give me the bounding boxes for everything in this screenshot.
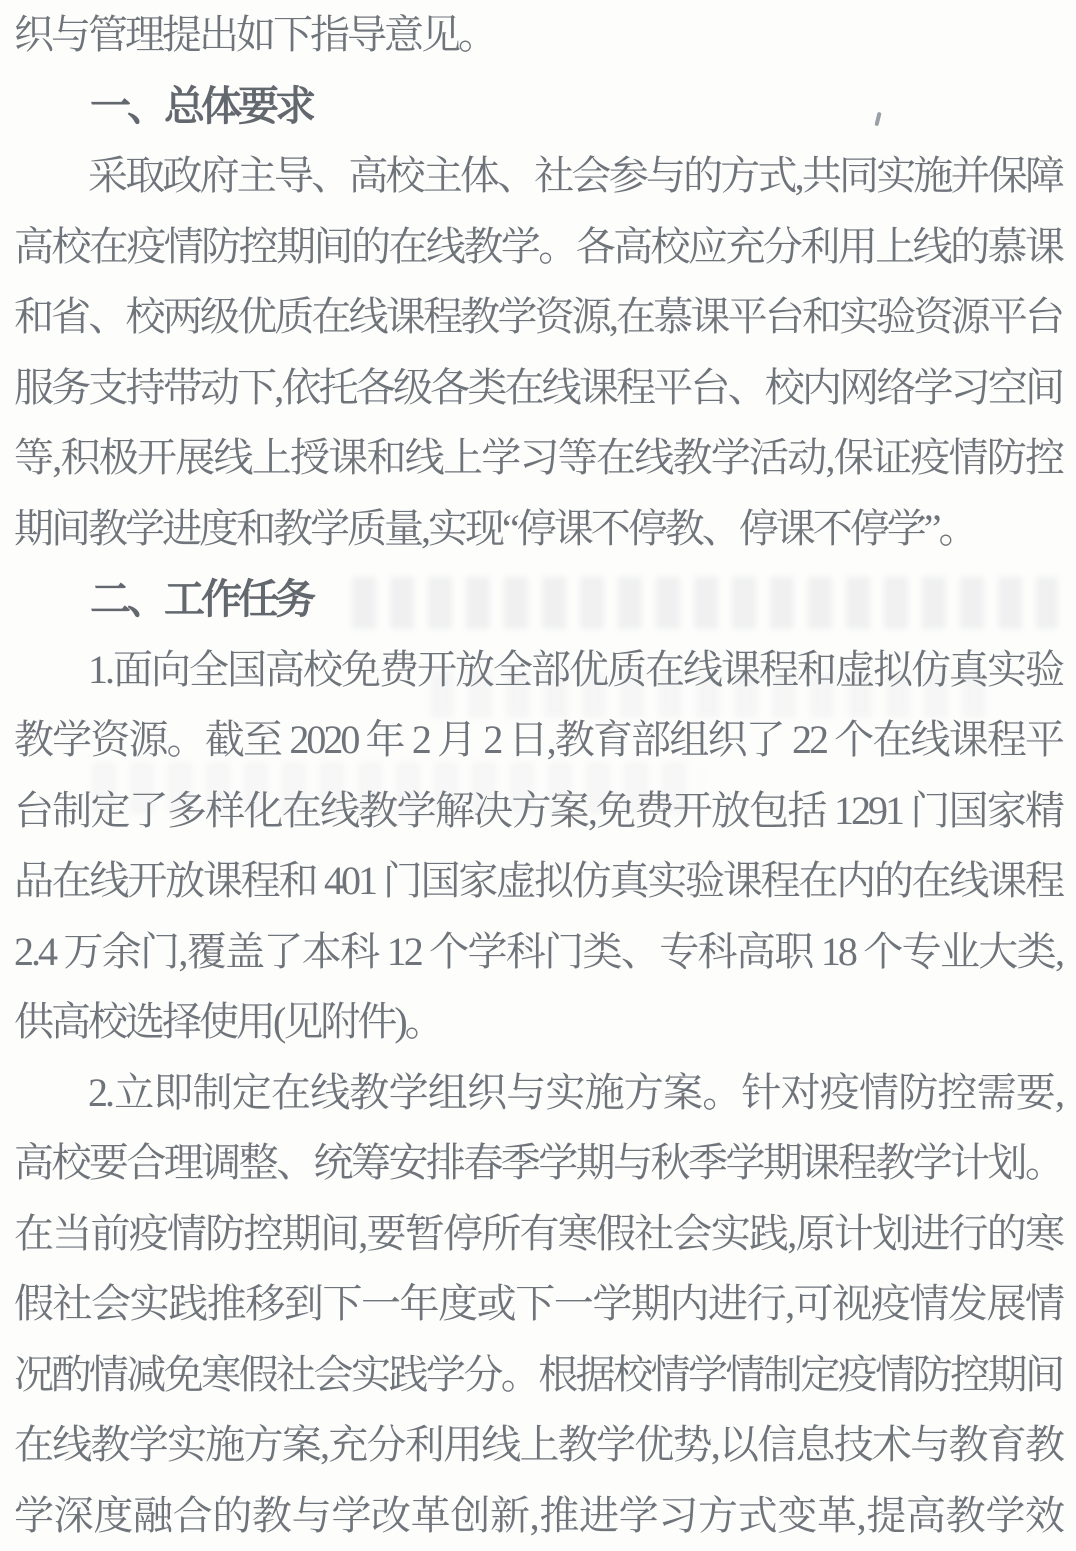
text-line: 1.面向全国高校免费开放全部优质在线课程和虚拟仿真实验 (88, 646, 1062, 692)
text-line: 供高校选择使用(见附件)。 (14, 999, 442, 1044)
text-line: 高校要合理调整、统筹安排春季学期与秋季学期课程教学计划。 (14, 1140, 1062, 1185)
text-line: 教学资源。截至 2020 年 2 月 2 日,教育部组织了 22 个在线课程平 (14, 717, 1062, 762)
text-line: 采取政府主导、高校主体、社会参与的方式,共同实施并保障 (88, 153, 1062, 198)
text-line: 学深度融合的教与学改革创新,推进学习方式变革,提高教学效 (14, 1492, 1062, 1538)
text-line: 2.4 万余门,覆盖了本科 12 个学科门类、专科高职 18 个专业大类, (14, 928, 1062, 974)
text-line: 假社会实践推移到下一年度或下一学期内进行,可视疫情发展情 (14, 1281, 1062, 1326)
text-line: 和省、校两级优质在线课程教学资源,在慕课平台和实验资源平台 (14, 294, 1062, 339)
section-heading: 一、总体要求 (90, 82, 312, 129)
text-line: 期间教学进度和教学质量,实现“停课不停教、停课不停学”。 (14, 505, 976, 551)
text-line: 况酌情减免寒假社会实践学分。根据校情学情制定疫情防控期间 (14, 1351, 1062, 1397)
text-line: 在当前疫情防控期间,要暂停所有寒假社会实践,原计划进行的寒 (14, 1210, 1062, 1256)
text-line: 品在线开放课程和 401 门国家虚拟仿真实验课程在内的在线课程 (14, 858, 1062, 903)
section-heading: 二、工作任务 (90, 576, 312, 622)
text-line: 服务支持带动下,依托各级各类在线课程平台、校内网络学习空间 (14, 364, 1062, 410)
text-line: 高校在疫情防控期间的在线教学。各高校应充分利用上线的慕课 (14, 223, 1062, 269)
text-line: 台制定了多样化在线教学解决方案,免费开放包括 1291 门国家精 (14, 787, 1062, 833)
text-line: 2.立即制定在线教学组织与实施方案。针对疫情防控需要, (88, 1069, 1062, 1115)
text-line: 织与管理提出如下指导意见。 (14, 12, 495, 57)
text-line: 等,积极开展线上授课和线上学习等在线教学活动,保证疫情防控 (14, 435, 1062, 480)
text-line: 在线教学实施方案,充分利用线上教学优势,以信息技术与教育教 (14, 1422, 1062, 1467)
